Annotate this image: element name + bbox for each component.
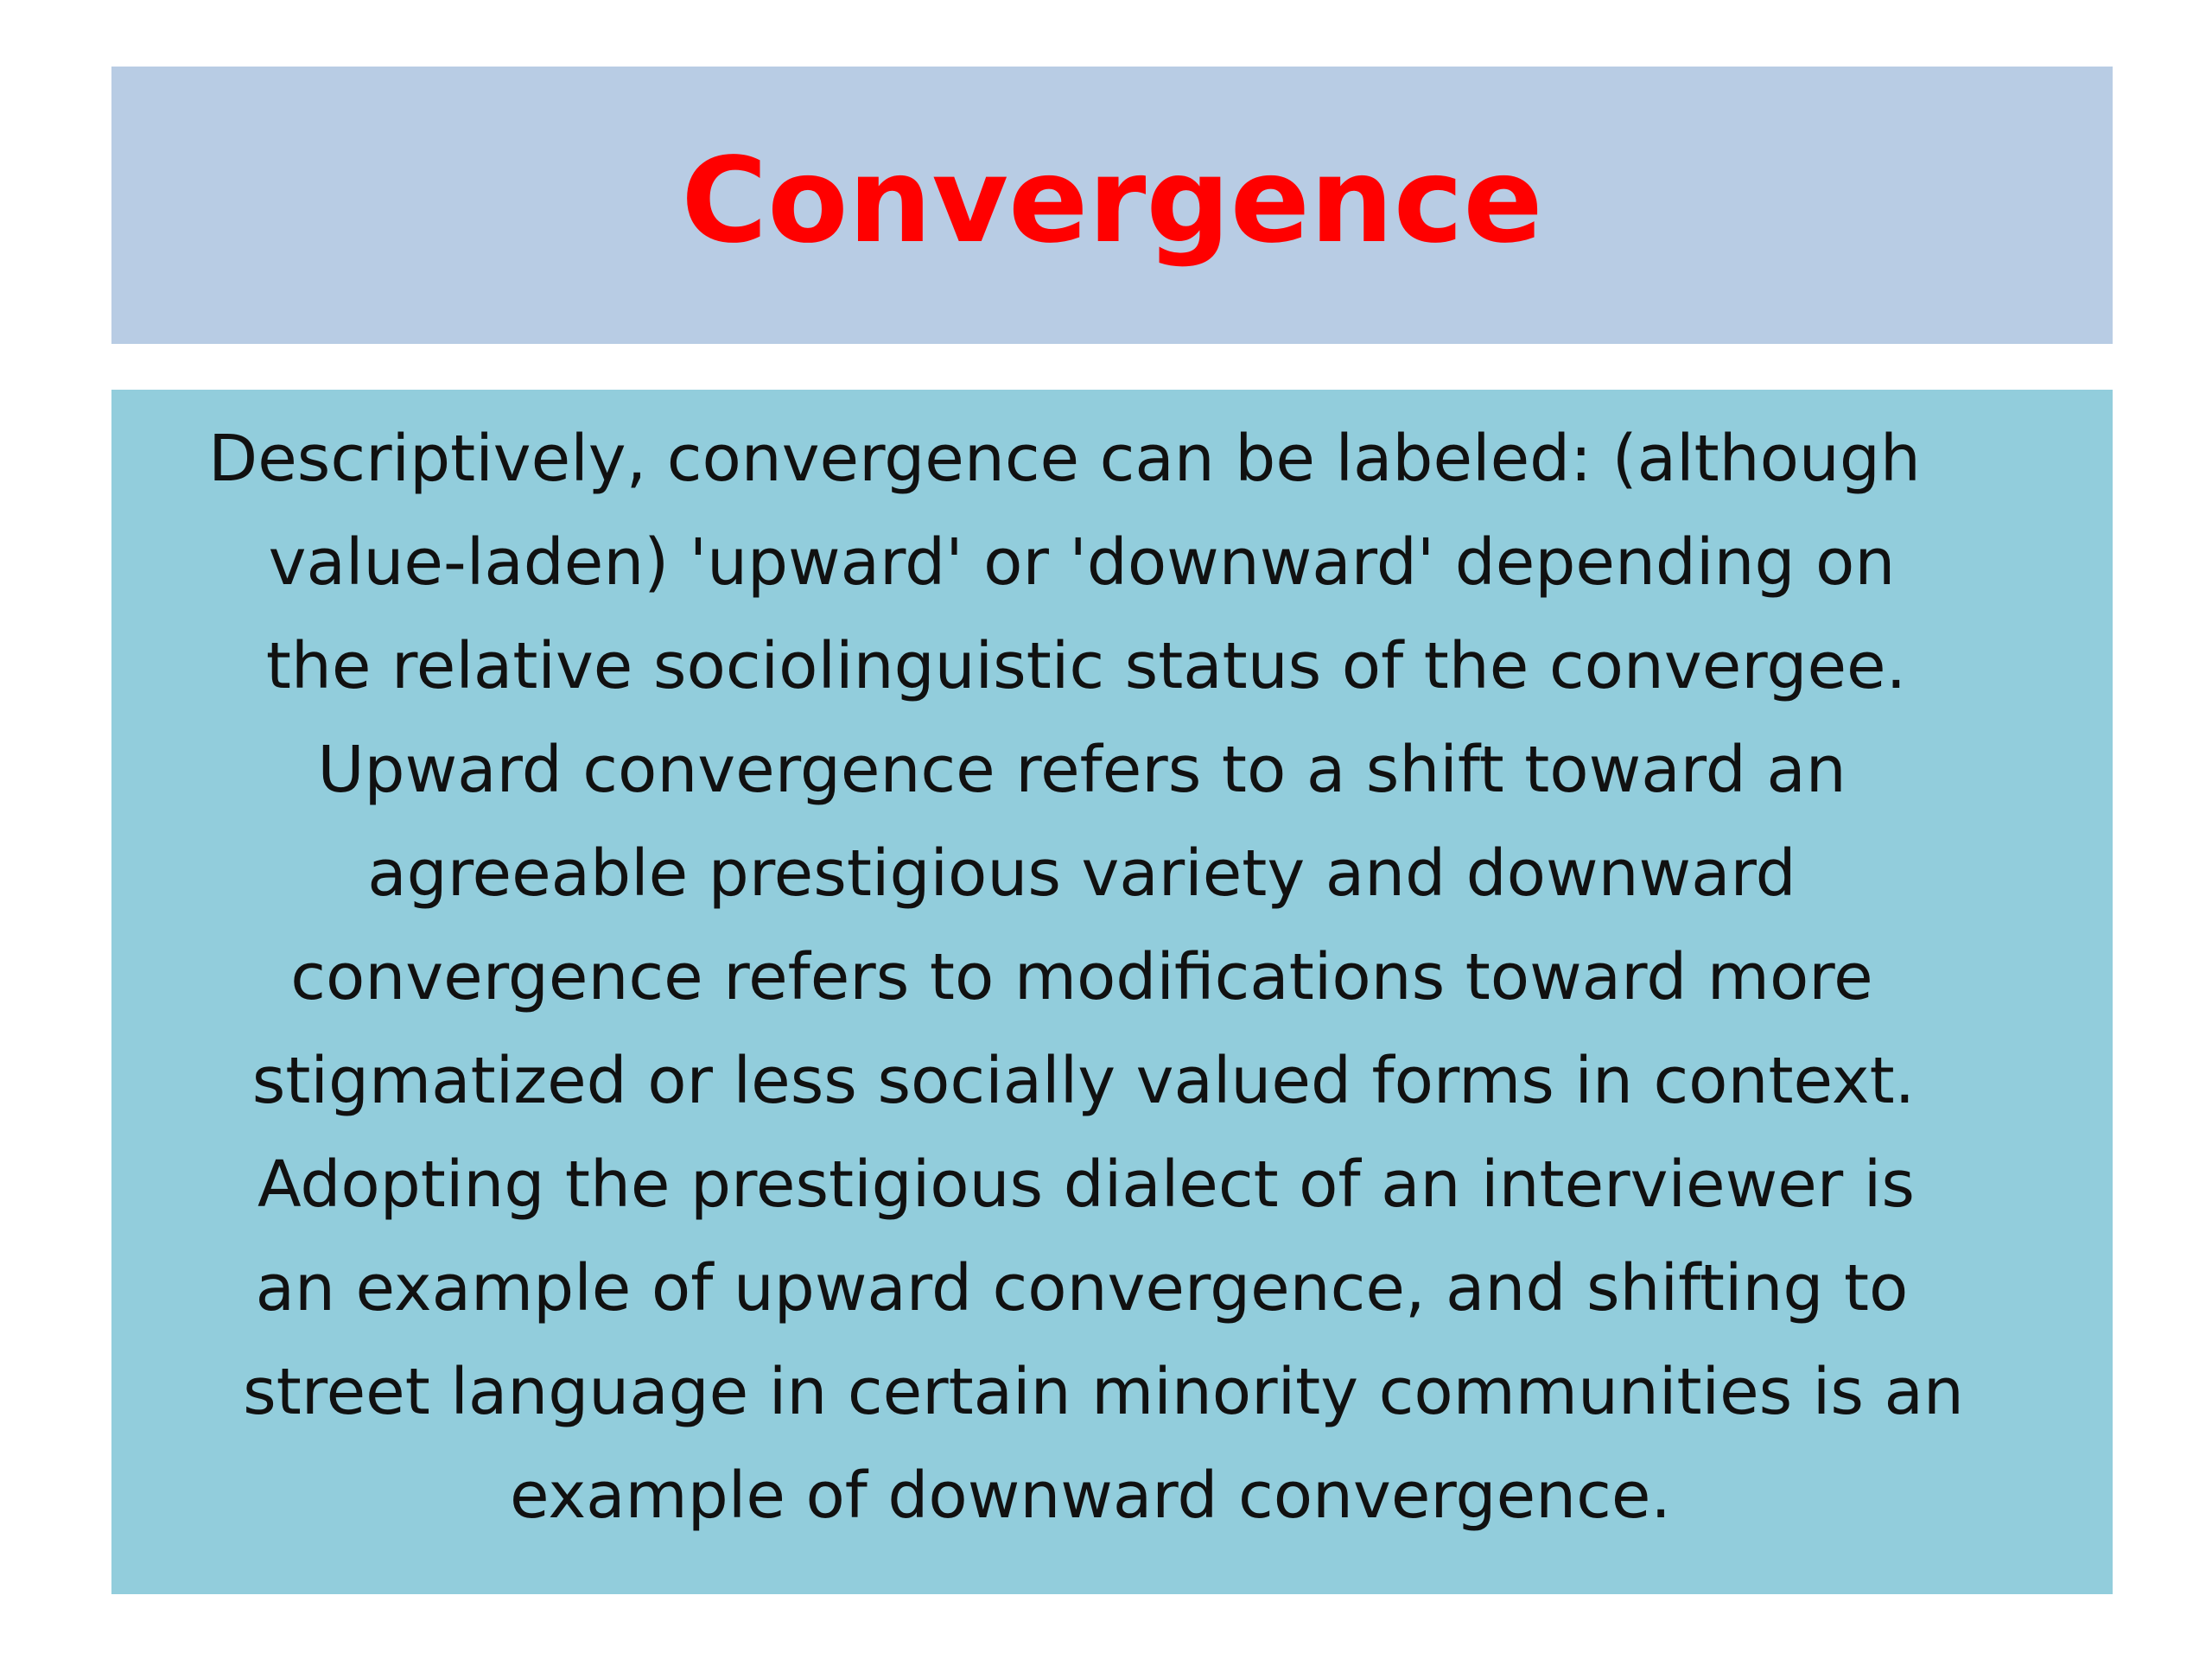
body-line: value-laden) 'upward' or 'downward' depending on bbox=[268, 525, 1896, 600]
body-line: an example of upward convergence, and shifting to bbox=[255, 1251, 1909, 1325]
title-box bbox=[111, 67, 2113, 344]
body-line: stigmatized or less socially valued forms in context. bbox=[251, 1044, 1916, 1118]
body-text bbox=[111, 407, 2113, 1548]
body-line: the relative sociolinguistic status of the convergee. bbox=[265, 629, 1907, 703]
body-box bbox=[111, 390, 2113, 1594]
slide-title: Convergence bbox=[681, 132, 1543, 270]
body-line: agreeable prestigious variety and downward bbox=[367, 836, 1796, 911]
body-line: street language in certain minority communities is an bbox=[243, 1355, 1964, 1429]
body-line: Upward convergence refers to a shift toward an bbox=[317, 733, 1847, 807]
body-line: Descriptively, convergence can be labeled: (although bbox=[208, 422, 1921, 496]
body-line: example of downward convergence. bbox=[510, 1459, 1671, 1533]
body-line: Adopting the prestigious dialect of an interviewer is bbox=[257, 1147, 1915, 1222]
body-line: convergence refers to modifications toward more bbox=[290, 940, 1873, 1014]
